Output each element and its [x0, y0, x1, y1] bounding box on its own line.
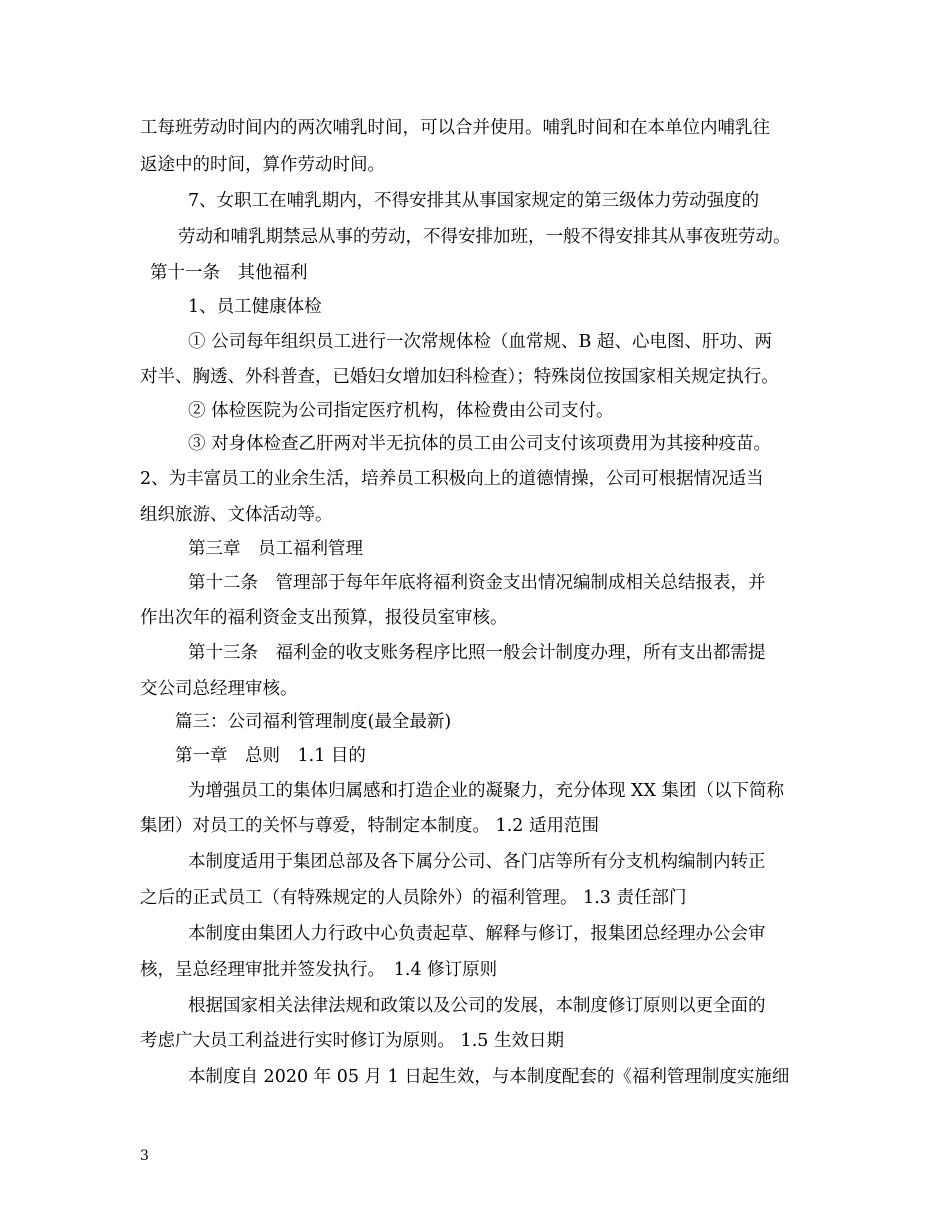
text-line: 集团）对员工的关怀与尊爱，特制定本制度。 1.2 适用范围: [140, 816, 599, 836]
text-line: 考虑广大员工利益进行实时修订为原则。 1.5 生效日期: [140, 1031, 564, 1051]
text-line: 本制度自 2020 年 05 月 1 日起生效，与本制度配套的《福利管理制度实施细: [188, 1067, 790, 1087]
text-line: 组织旅游、文体活动等。: [140, 505, 333, 525]
article-heading: 第十一条 其他福利: [150, 263, 308, 283]
text-line: 本制度由集团人力行政中心负责起草、解释与修订，报集团总经理办公会审: [188, 924, 766, 944]
text-line: 第十三条 福利金的收支账务程序比照一般会计制度办理，所有支出都需提: [188, 643, 766, 663]
text-line: 交公司总经理审核。: [140, 679, 298, 699]
text-line: ① 公司每年组织员工进行一次常规体检（血常规、B 超、心电图、肝功、两: [188, 332, 772, 352]
text-line: 第十二条 管理部于每年年底将福利资金支出情况编制成相关总结报表，并: [188, 573, 766, 593]
text-line: 本制度适用于集团总部及各下属分公司、各门店等所有分支机构编制内转正: [188, 852, 766, 872]
section-heading: 篇三：公司福利管理制度(最全最新): [175, 712, 452, 732]
text-line: 劳动和哺乳期禁忌从事的劳动，不得安排加班，一般不得安排其从事夜班劳动。: [178, 227, 791, 247]
text-line: 1、员工健康体检: [188, 297, 322, 317]
text-line: 根据国家相关法律法规和政策以及公司的发展，本制度修订原则以更全面的: [188, 996, 766, 1016]
chapter-heading: 第三章 员工福利管理: [188, 539, 363, 559]
text-line: 2、为丰富员工的业余生活，培养员工积极向上的道德情操，公司可根据情况适当: [140, 469, 764, 489]
text-line: 之后的正式员工（有特殊规定的人员除外）的福利管理。 1.3 责任部门: [140, 888, 687, 908]
text-line: 作出次年的福利资金支出预算，报役员室审核。: [140, 608, 508, 628]
chapter-heading: 第一章 总则 1.1 目的: [175, 746, 366, 766]
text-line: 为增强员工的集体归属感和打造企业的凝聚力，充分体现 XX 集团（以下简称: [188, 781, 785, 801]
page-number: 3: [140, 1148, 149, 1164]
text-line: ③ 对身体检查乙肝两对半无抗体的员工由公司支付该项费用为其接种疫苗。: [188, 434, 772, 454]
text-line: 对半、胸透、外科普查，已婚妇女增加妇科检查）；特殊岗位按国家相关规定执行。: [140, 367, 779, 387]
text-line: 7、女职工在哺乳期内，不得安排其从事国家规定的第三级体力劳动强度的: [188, 191, 760, 211]
text-line: ② 体检医院为公司指定医疗机构，体检费由公司支付。: [188, 401, 614, 421]
text-line: 核，呈总经理审批并签发执行。 1.4 修订原则: [140, 960, 498, 980]
text-line: 工每班劳动时间内的两次哺乳时间，可以合并使用。哺乳时间和在本单位内哺乳往: [140, 118, 770, 138]
text-line: 返途中的时间，算作劳动时间。: [140, 155, 385, 175]
